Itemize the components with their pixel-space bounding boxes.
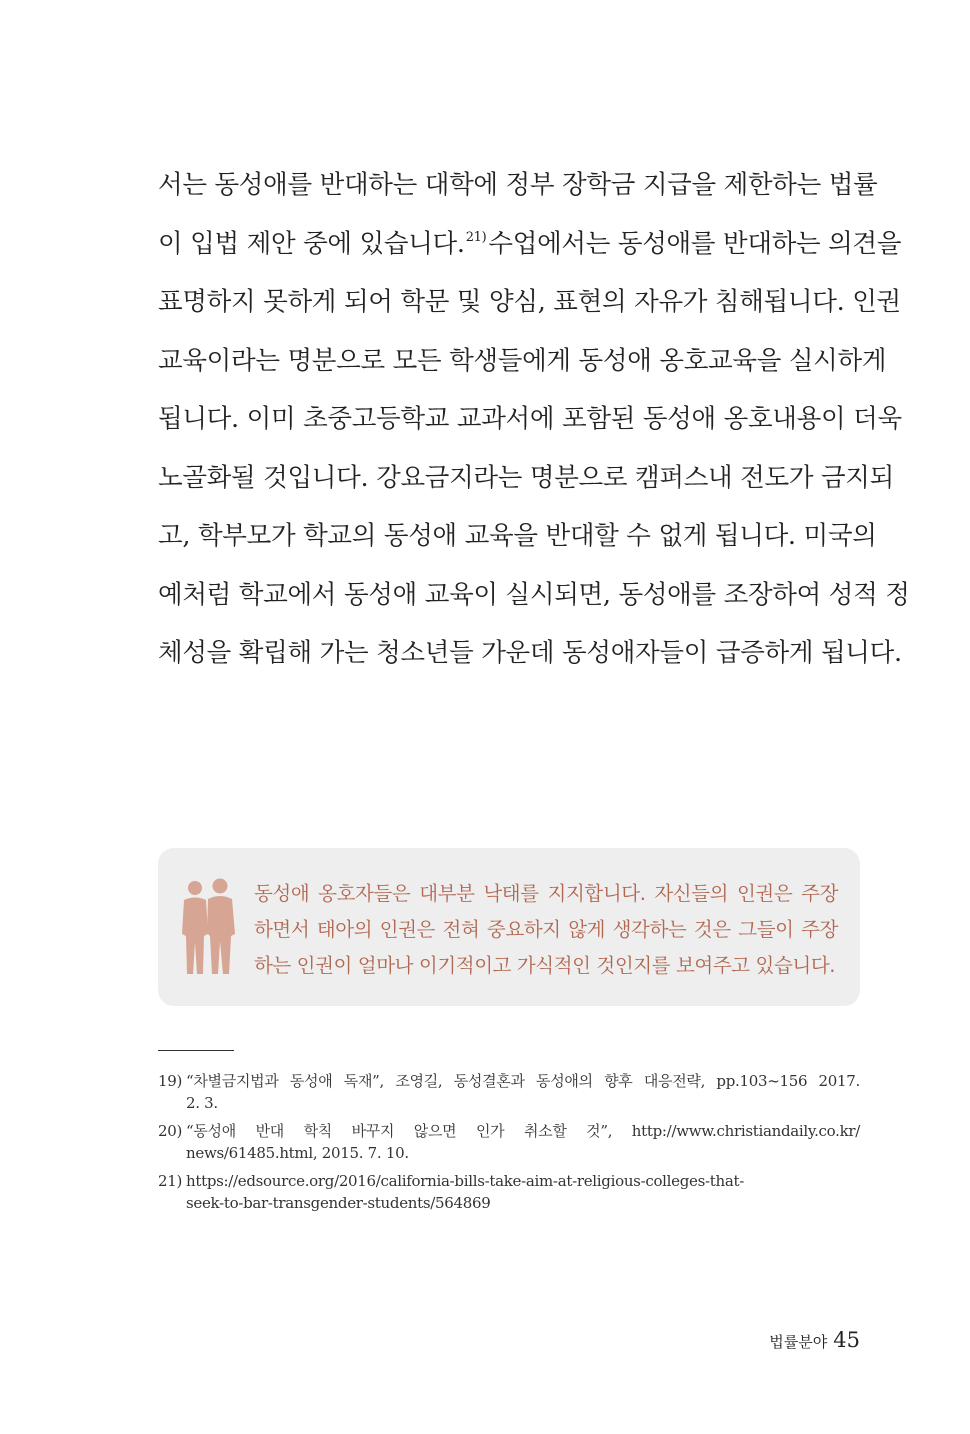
page-footer — [769, 1328, 860, 1352]
footnotes — [158, 1070, 860, 1220]
footnote-link-line[interactable]: https://edsource.org/2016/california-bills-take-aim-at-religious-colleges-that- — [186, 1172, 745, 1190]
callout-line-1: 동성애 옹호자들은 대부분 낙태를 지지합니다. 자신들의 인권은 주장 — [254, 882, 838, 905]
footnote-number: 19) — [158, 1072, 183, 1090]
callout-line-2: 하면서 태아의 인권은 전혀 중요하지 않게 생각하는 것은 그들이 주장 — [254, 918, 838, 941]
footnote-number: 21) — [158, 1172, 183, 1190]
footnote-link-line[interactable]: “동성애 반대 학칙 바꾸지 않으면 인가 취소할 것”, http://www.christiandaily.co.kr/ — [186, 1122, 860, 1140]
section-label: 법률분야 — [769, 1333, 828, 1351]
footnote-link-line[interactable]: seek-to-bar-transgender-students/564869 — [186, 1194, 491, 1212]
callout-line-3: 하는 인권이 얼마나 이기적이고 가식적인 것인지를 보여주고 있습니다. — [254, 954, 836, 977]
body-line-8: 예처럼 학교에서 동성애 교육이 실시되면, 동성애를 조장하여 성적 정 — [158, 579, 910, 610]
footnote-divider — [158, 1050, 234, 1051]
body-line-6: 노골화될 것입니다. 강요금지라는 명분으로 캠퍼스내 전도가 금지되 — [158, 462, 894, 493]
callout-text — [254, 876, 838, 984]
body-line-4: 교육이라는 명분으로 모든 학생들에게 동성애 옹호교육을 실시하게 — [158, 345, 887, 376]
footnote-21 — [158, 1170, 860, 1214]
body-line-7: 고, 학부모가 학교의 동성애 교육을 반대할 수 없게 됩니다. 미국의 — [158, 521, 877, 551]
footnote-reference-21[interactable]: 21) — [465, 229, 487, 245]
body-line-2-rest: 수업에서는 동성애를 반대하는 의견을 — [488, 228, 902, 259]
footnote-line: 2. 3. — [186, 1094, 218, 1112]
two-men-silhouette-icon — [178, 878, 238, 978]
body-line-3: 표명하지 못하게 되어 학문 및 양심, 표현의 자유가 침해됩니다. 인권 — [158, 287, 901, 317]
footnote-number: 20) — [158, 1122, 183, 1140]
body-line-5: 됩니다. 이미 초중고등학교 교과서에 포함된 동성애 옹호내용이 더욱 — [158, 404, 902, 434]
footnote-line: “차별금지법과 동성애 독재”, 조영길, 동성결혼과 동성애의 향후 대응전략, pp.103~156 2017. — [186, 1072, 860, 1090]
body-line-2-start: 이 입법 제안 중에 있습니다. — [158, 228, 465, 259]
body-line-9: 체성을 확립해 가는 청소년들 가운데 동성애자들이 급증하게 됩니다. — [158, 638, 902, 668]
body-line-2 — [158, 215, 902, 274]
footnote-link-line[interactable]: news/61485.html, 2015. 7. 10. — [186, 1144, 409, 1162]
page-number: 45 — [833, 1328, 860, 1352]
footnote-20 — [158, 1120, 860, 1164]
callout-box — [158, 848, 860, 1006]
body-line-1: 서는 동성애를 반대하는 대학에 정부 장학금 지급을 제한하는 법률 — [158, 170, 878, 200]
body-text — [158, 156, 910, 683]
footnote-19 — [158, 1070, 860, 1114]
